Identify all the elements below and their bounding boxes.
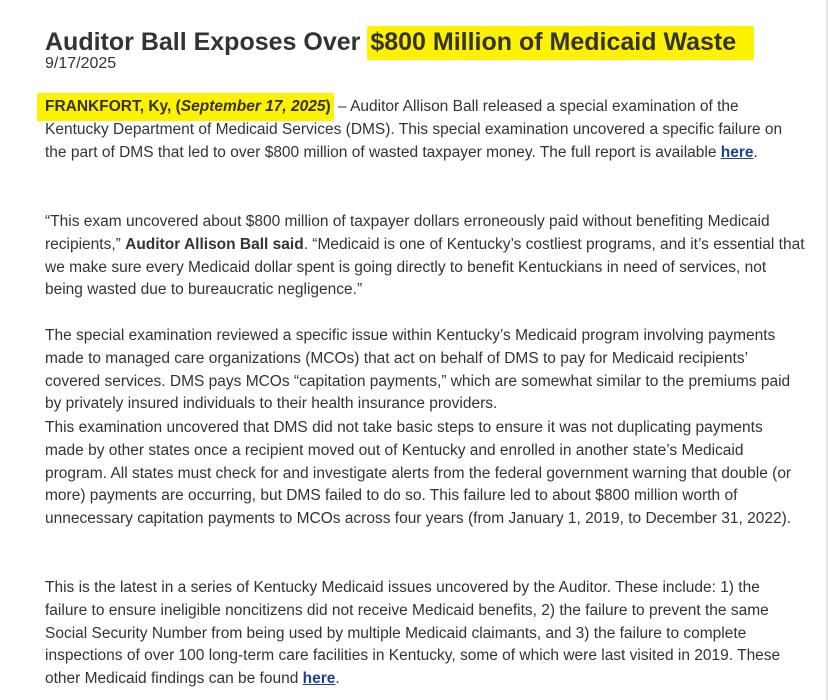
quote-part-2: . “Medicaid is one of Kentucky’s costliest programs, and it’s essential that we make sure every Medicaid dollar spent is going directly to benefit Kentuckians in need of services, not being wasted due to bureaucratic negligence.”	[45, 235, 805, 299]
report-link[interactable]: here	[720, 143, 754, 161]
article-title	[45, 25, 754, 59]
paragraph-series	[45, 577, 805, 691]
series-text: This is the latest in a series of Kentucky Medicaid issues uncovered by the Auditor. These include: 1) the failure to ensure ineligible noncitizens did not receive Medicaid benefits, 2) the failure to prevent the same Social Security Number from being used by multiple Medicaid claimants, and 3) the failure to complete inspections of over 100 long-term care facilities in Kentucky, some of which were last visited in 2019. These other Medicaid findings can be found	[45, 579, 781, 688]
dateline	[37, 93, 334, 121]
title-highlight: $800 Million of Medicaid Waste	[367, 26, 754, 60]
dateline-close: )	[325, 98, 331, 115]
paragraph-quote	[45, 211, 805, 302]
intro-text: – Auditor Allison Ball released a special examination of the Kentucky Department of Medicaid Services (DMS). This special examination uncovered a specific failure on the part of DMS that led to over $800 million of wasted taxpayer money. The full report is available	[45, 98, 783, 161]
article-date: 9/17/2025	[45, 55, 117, 72]
dateline-place: FRANKFORT, Ky, (	[45, 98, 181, 115]
findings-link[interactable]: here	[302, 670, 336, 688]
title-prefix: Auditor Ball Exposes Over	[45, 27, 368, 56]
intro-end: .	[753, 143, 758, 161]
paragraph-review: The special examination reviewed a specific issue within Kentucky’s Medicaid program involving payments made to managed care organizations (MCOs) that act on behalf of DMS to pay for Medicaid recipients’ covered services. DMS pays MCOs “capitation payments,” which are somewhat similar to the premiums paid by privately insured individuals to their health insurance providers.	[45, 327, 791, 413]
paragraph-findings: This examination uncovered that DMS did not take basic steps to ensure it was not duplicating payments made by other states once a recipient moved out of Kentucky and enrolled in another state’s Medicaid program. All states must check for and investigate alerts from the federal government warning that double (or more) payments are occurring, but DMS failed to do so. This failure led to about $800 million worth of unnecessary capitation payments to MCOs across four years (from January 1, 2019, to December 31, 2022).	[45, 419, 792, 528]
series-end: .	[335, 670, 340, 688]
quote-speaker: Auditor Allison Ball said	[125, 235, 304, 253]
dateline-date: September 17, 2025	[180, 98, 326, 115]
paragraph-intro	[45, 96, 805, 164]
quote-part-1: “This exam uncovered about $800 million of taxpayer dollars erroneously paid without benefiting Medicaid recipients,”	[45, 213, 770, 253]
